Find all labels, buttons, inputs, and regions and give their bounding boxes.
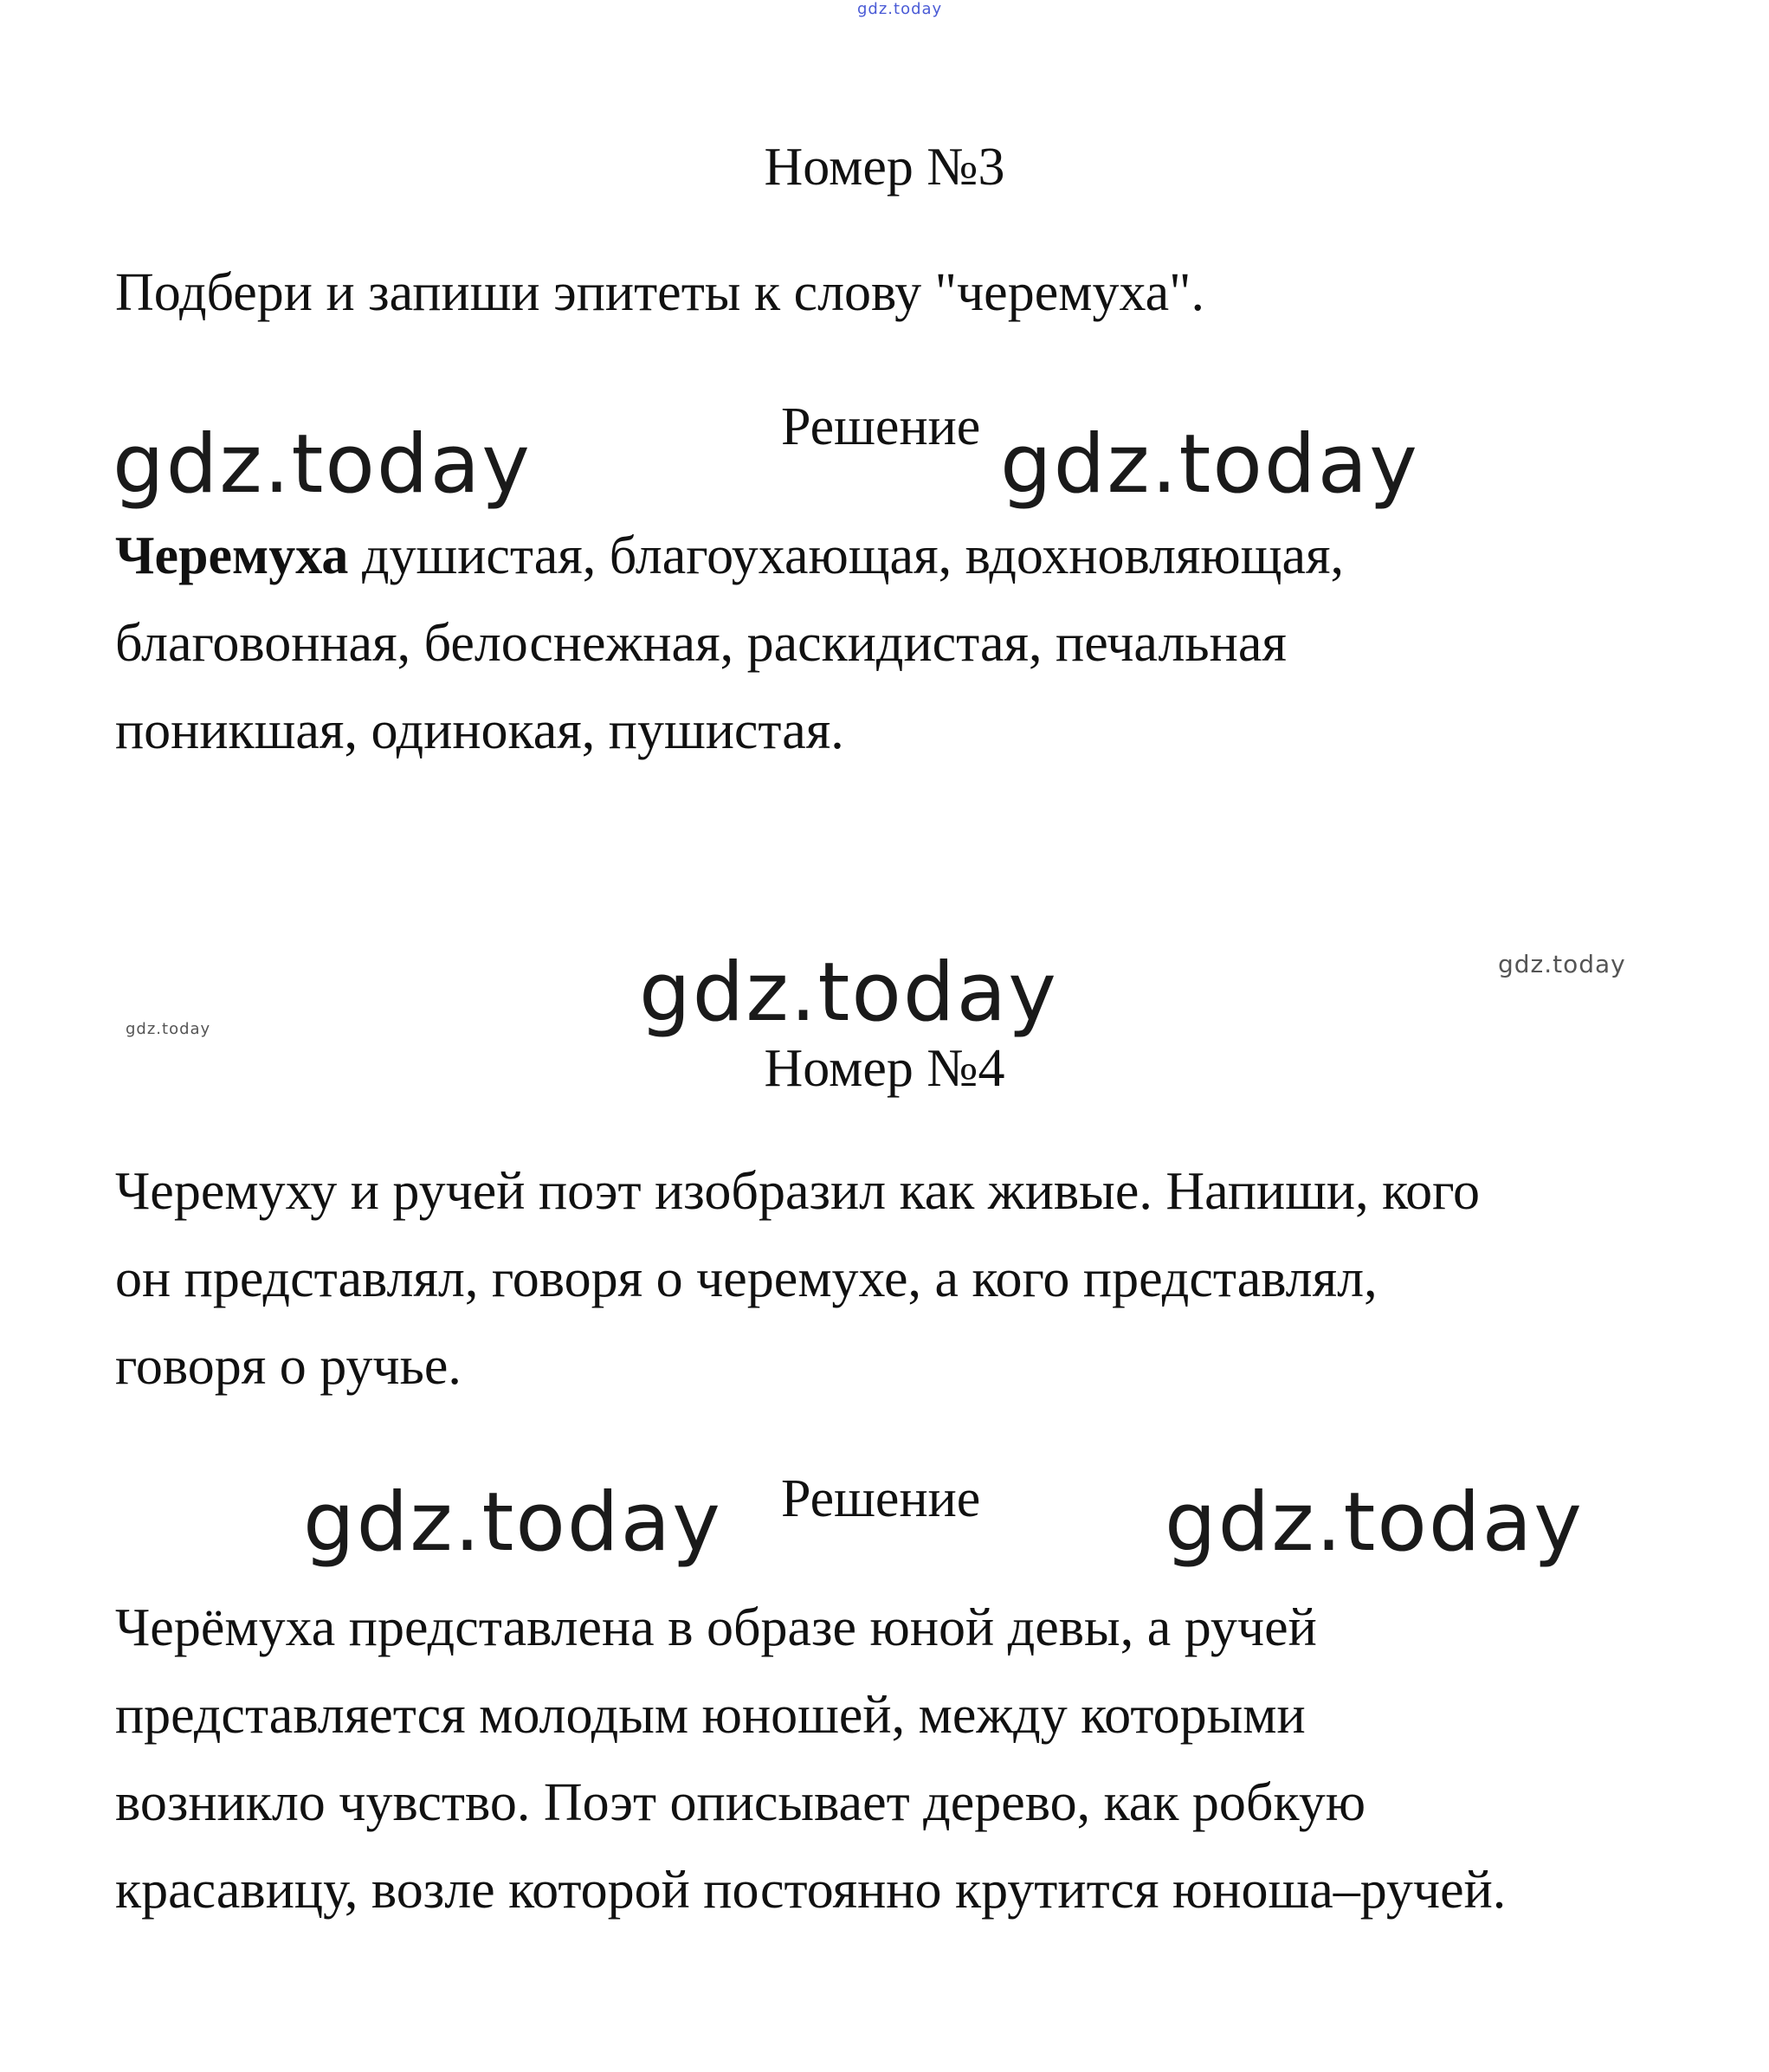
watermark-top: gdz.today (857, 0, 943, 18)
task4-answer-line: представляется молодым юношей, между которыми (115, 1686, 1306, 1745)
task4-solution-label: Решение (781, 1469, 981, 1528)
watermark-logo: gdz.today (1165, 1475, 1584, 1570)
task3-answer-line-rest: душистая, благоухающая, вдохновляющая, (348, 526, 1345, 585)
task3-heading: Номер №3 (764, 138, 1005, 197)
watermark-tiny: gdz.today (126, 1020, 211, 1038)
task4-answer (115, 1585, 1743, 1934)
task4-question-line: он представлял, говоря о черемухе, а кого представлял, (115, 1249, 1378, 1308)
task4-answer-line: Черёмуха представлена в образе юной девы, а ручей (115, 1598, 1317, 1657)
task4-question (115, 1148, 1743, 1410)
watermark-logo: gdz.today (113, 417, 532, 512)
watermark-small: gdz.today (1498, 950, 1626, 978)
task4-question-line: Черемуху и ручей поэт изобразил как живые. Напиши, кого (115, 1162, 1480, 1221)
task3-answer (115, 513, 1743, 775)
task4-heading: Номер №4 (764, 1039, 1005, 1098)
task3-answer-bold: Черемуха (115, 526, 349, 585)
task3-solution-label: Решение (781, 397, 981, 456)
watermark-logo: gdz.today (1000, 417, 1419, 512)
task4-answer-line: красавицу, возле которой постоянно крутится юноша–ручей. (115, 1861, 1507, 1920)
task4-question-line: говоря о ручье. (115, 1337, 462, 1396)
task3-question (115, 249, 1743, 337)
task3-answer-line (115, 513, 1743, 600)
task4-answer-line: возникло чувство. Поэт описывает дерево, как робкую (115, 1773, 1366, 1832)
task3-question-text: Подбери и запиши эпитеты к слову "черемуха". (115, 263, 1204, 322)
watermark-logo: gdz.today (303, 1475, 722, 1570)
watermark-logo: gdz.today (639, 946, 1058, 1040)
task3-answer-line: благовонная, белоснежная, раскидистая, печальная (115, 614, 1287, 673)
task3-answer-line: поникшая, одинокая, пушистая. (115, 701, 844, 760)
